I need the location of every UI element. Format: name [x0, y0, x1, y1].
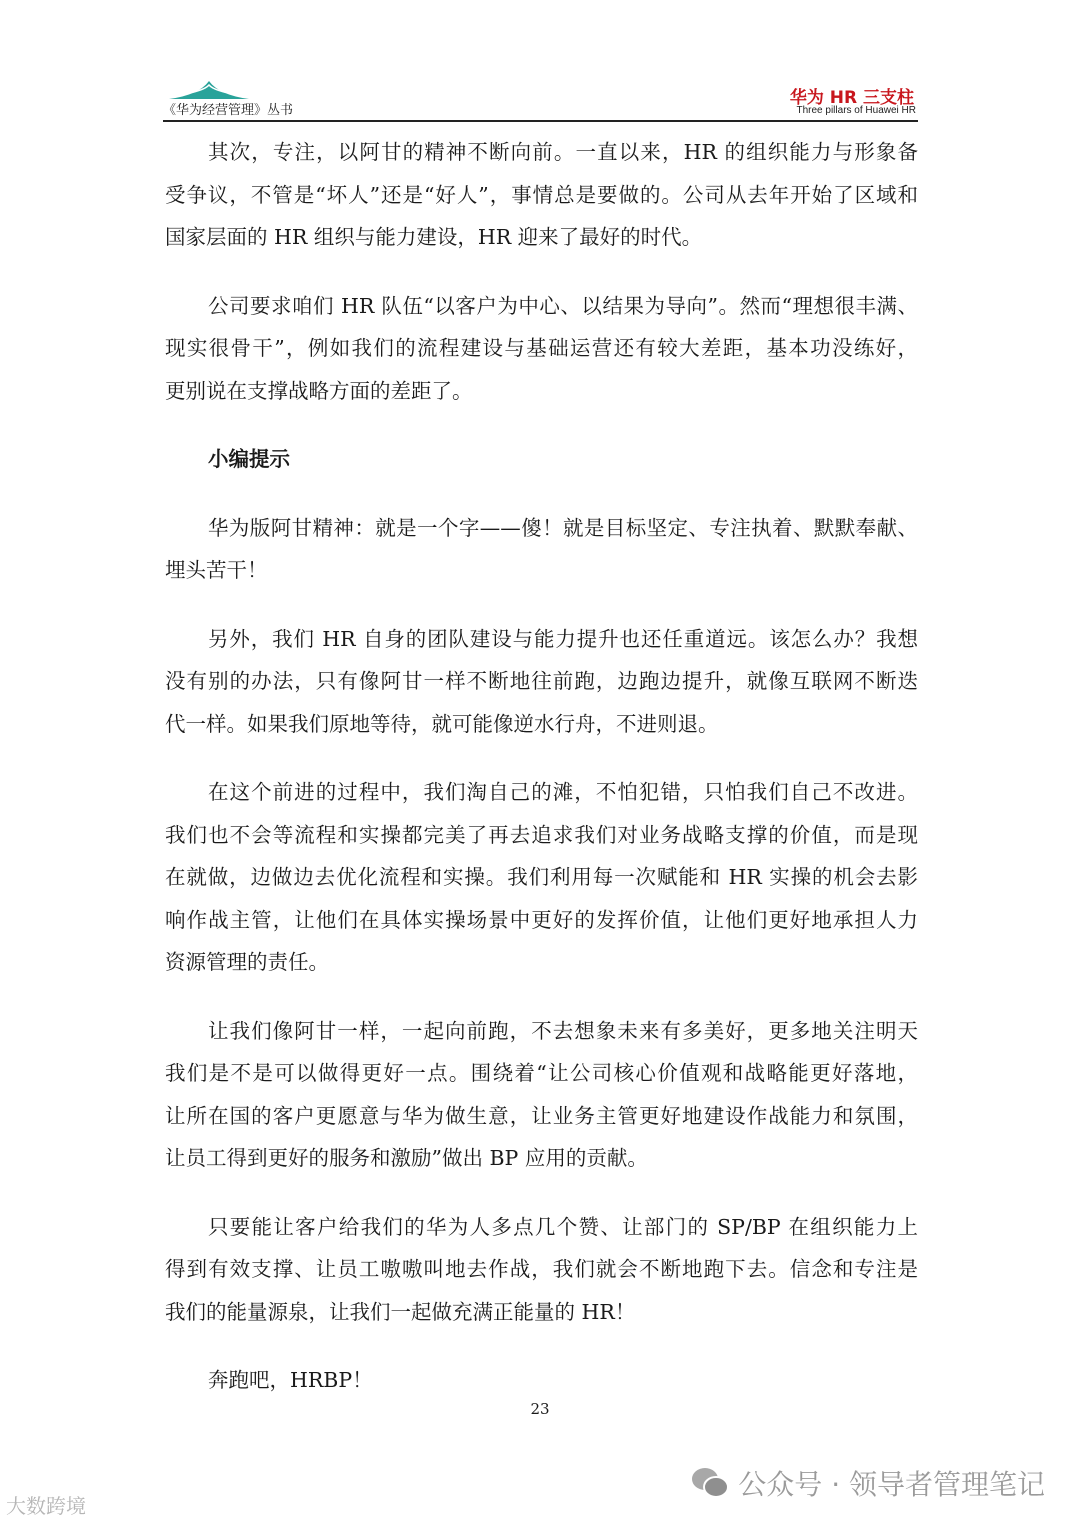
text-line: 我们也不会等流程和实操都完美了再去追求我们对业务战略支撑的价值，而是现 — [165, 822, 918, 847]
text-line: 更别说在支撑战略方面的差距了。 — [165, 378, 473, 403]
page-body — [165, 131, 918, 1428]
text-line: 我们是不是可以做得更好一点。围绕着“让公司核心价值观和战略能更好落地， — [165, 1061, 918, 1085]
text-line: 让所在国的客户更愿意与华为做生意，让业务主管更好地建设作战能力和氛围， — [165, 1103, 918, 1128]
paragraph — [165, 771, 918, 984]
text-line: 小编提示 — [208, 447, 290, 471]
account-watermark — [690, 1463, 1045, 1503]
text-line: 资源管理的责任。 — [165, 950, 329, 974]
text-line: 让员工得到更好的服务和激励”做出 BP 应用的贡献。 — [165, 1146, 648, 1170]
paragraph — [165, 618, 918, 746]
text-line: 奔跑吧，HRBP！ — [208, 1368, 373, 1392]
text-line: 代一样。如果我们原地等待，就可能像逆水行舟，不进则退。 — [165, 711, 719, 736]
text-line: 其次，专注，以阿甘的精神不断向前。一直以来，HR 的组织能力与形象备 — [208, 140, 918, 164]
book-series-title: 《华为经营管理》丛书 — [163, 103, 294, 118]
text-line: 只要能让客户给我们的华为人多点几个赞、让部门的 SP/BP 在组织能力上 — [208, 1214, 918, 1239]
text-line: 响作战主管，让他们在具体实操场景中更好的发挥价值，让他们更好地承担人力 — [165, 907, 918, 932]
text-line: 公司要求咱们 HR 队伍“以客户为中心、以结果为导向”。然而“理想很丰满、 — [208, 293, 918, 318]
book-series-logo — [169, 77, 249, 101]
text-line: 埋头苦干！ — [165, 558, 268, 582]
text-line: 得到有效支撑、让员工嗷嗷叫地去作战，我们就会不断地跑下去。信念和专注是 — [165, 1257, 918, 1281]
paragraph — [165, 131, 918, 259]
text-line: 国家层面的 HR 组织与能力建设，HR 迎来了最好的时代。 — [165, 225, 703, 249]
text-line: 没有别的办法，只有像阿甘一样不断地往前跑，边跑边提升，就像互联网不断迭 — [165, 669, 918, 693]
account-name: 公众号 · 领导者管理笔记 — [738, 1468, 1045, 1501]
text-line: 另外，我们 HR 自身的团队建设与能力提升也还任重道远。该怎么办？我想 — [208, 626, 918, 651]
text-line: 在就做，边做边去优化流程和实操。我们利用每一次赋能和 HR 实操的机会去影 — [165, 865, 918, 889]
text-line: 让我们像阿甘一样，一起向前跑，不去想象未来有多美好，更多地关注明天 — [208, 1018, 918, 1043]
paragraph — [165, 1206, 918, 1334]
text-line: 华为版阿甘精神：就是一个字——傻！就是目标坚定、专注执着、默默奉献、 — [208, 515, 918, 540]
text-line: 受争议，不管是“坏人”还是“好人”，事情总是要做的。公司从去年开始了区域和 — [165, 182, 918, 207]
book-subtitle: Three pillars of Huawei HR — [796, 105, 916, 116]
section-heading — [165, 438, 918, 481]
page-number: 23 — [530, 1400, 550, 1418]
book-title: 华为 HR 三支柱 — [789, 88, 914, 108]
paragraph — [165, 1359, 918, 1402]
paragraph — [165, 285, 918, 413]
wechat-icon — [690, 1466, 730, 1500]
text-line: 在这个前进的过程中，我们淘自己的滩，不怕犯错，只怕我们自己不改进。 — [208, 780, 918, 804]
page-header — [163, 75, 918, 122]
text-line: 现实很骨干”，例如我们的流程建设与基础运营还有较大差距，基本功没练好， — [165, 336, 918, 360]
text-line: 我们的能量源泉，让我们一起做充满正能量的 HR！ — [165, 1299, 636, 1324]
source-watermark: 大数跨境 — [6, 1494, 86, 1518]
paragraph — [165, 1010, 918, 1180]
paragraph — [165, 507, 918, 592]
